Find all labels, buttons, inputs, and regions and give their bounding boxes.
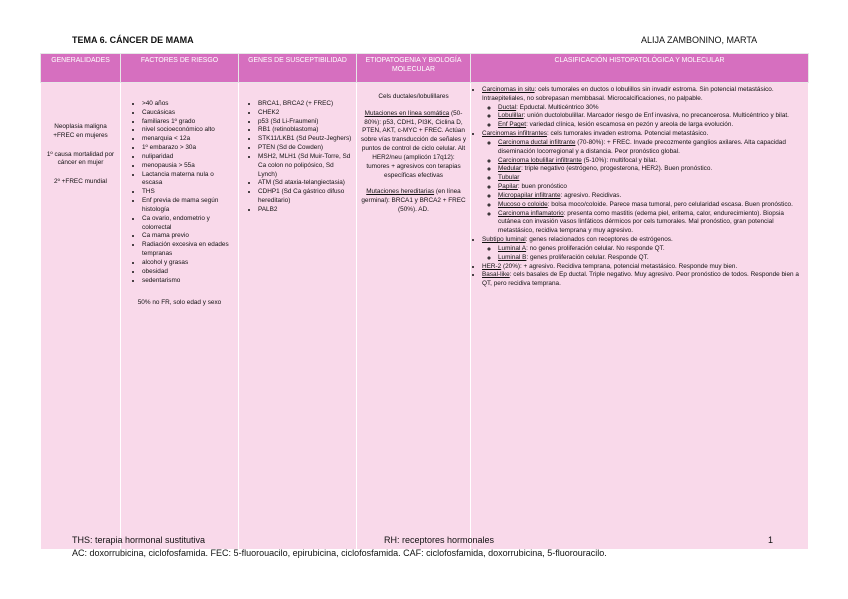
term: Carcinomas infiltrantes	[482, 130, 547, 138]
footnote-rh: RH: receptores hormonales	[384, 535, 495, 545]
definition: : triple negativo (estrógeno, progesterona, HER2). Buen pronóstico.	[521, 165, 713, 173]
term: Enf Paget	[498, 121, 527, 129]
term: Carcinomas in situ	[482, 86, 535, 93]
list-item: • ATM (Sd ataxia-telangiectasia)	[258, 179, 353, 188]
definition: (5-10%): multifocal y bilat.	[581, 156, 658, 164]
sub-item	[498, 165, 805, 174]
list-item: • Lactancia materna nula o escasa	[142, 171, 235, 189]
footnote-abbreviations: AC: doxorrubicina, ciclofosfamida. FEC: 5-fluorouacilo, epirubicina, ciclofosfamida. CAF: ciclofosfamida, doxorrubicina, 5-fluorouracilo.	[72, 548, 607, 558]
definition: : agresivo. Recidivas.	[560, 191, 622, 199]
definition: : genes relacionados con receptores de estrógenos.	[525, 236, 673, 244]
list-item: • familiares 1º grado	[142, 118, 235, 127]
list-item: • obesidad	[142, 268, 235, 277]
table-header-row	[41, 54, 809, 83]
etio-somatic-title: Mutaciones en línea somática	[364, 109, 450, 117]
factores-cell	[121, 83, 239, 550]
sub-item	[498, 254, 805, 263]
sub-item	[498, 192, 805, 201]
list-item: • Ca ovario, endometrio y colorrectal	[142, 215, 235, 233]
column-header: GENES DE SUSCEPTIBILIDAD	[239, 54, 357, 83]
definition: : presenta como mastitis (edema piel, eritema, calor, endurecimiento). Biopsia cutánea con invasión vasos linfáticos dérmicos por cels tumorales. Mal pronóstico, gran potencial metastásico, recidiva temprana y muy agresivo.	[498, 209, 784, 235]
column-header: GENERALIDADES	[41, 54, 121, 83]
author-name: ALIJA ZAMBONINO, MARTA	[641, 35, 758, 45]
term: Subtipo luminal	[482, 236, 526, 244]
definition: : no genes proliferación celular. No responde QT.	[526, 244, 665, 252]
table-body-row	[41, 83, 809, 550]
definition: : variedad clínica, lesión escamosa en pezón y areola de larga evolución.	[526, 121, 734, 129]
list-item: • >40 años	[142, 100, 235, 109]
sub-item	[498, 121, 805, 130]
list-item: • 1º embarazo > 30a	[142, 144, 235, 153]
list-item: • Ca mama previo	[142, 232, 235, 241]
definition: : unión ductolobulillar. Marcador riesgo de Enf invasiva, no precancerosa. Multicéntrico y bilat.	[523, 112, 789, 120]
definition: (70-80%): + FREC. Invade precozmente ganglios axilares. Alta capacidad diseminación locorregional y a distancia. Peor pronóstico global.	[498, 138, 786, 155]
definition: : bolsa moco/coloide. Parece masa tumoral, pero celularidad escasa. Buen pronóstico.	[547, 200, 793, 208]
generalidades-cell	[41, 83, 121, 550]
term: Basal-like	[482, 271, 510, 279]
term: Luminal A	[498, 244, 527, 252]
list-item: • Radiación excesiva en edades tempranas	[142, 241, 235, 259]
term: Papilar	[498, 183, 518, 191]
list-item: • CHEK2	[258, 109, 353, 118]
list-item	[482, 236, 805, 262]
etio-intro: Cels ductales/lobulillares	[378, 93, 449, 100]
generalidades-text: 2º +FREC mundial	[54, 178, 107, 186]
list-item: • Enf previa de mama según histología	[142, 197, 235, 215]
definition: (20%): + agresivo. Recidiva temprana, potencial metastásico. Responde muy bien.	[501, 262, 738, 270]
term: Medular	[498, 165, 522, 173]
list-item: • nivel socioeconómico alto	[142, 126, 235, 135]
sub-item	[498, 104, 805, 113]
term: Carcinoma lobulillar infiltrante	[498, 156, 582, 164]
list-item: • p53 (Sd Li-Fraumeni)	[258, 118, 353, 127]
list-item	[482, 130, 805, 236]
definition: : Epductal. Multicéntrico 30%	[516, 103, 599, 111]
summary-table	[40, 53, 809, 550]
term: Luminal B	[498, 253, 527, 261]
list-item: • PTEN (Sd de Cowden)	[258, 144, 353, 153]
generalidades-text: 1º causa mortalidad por cáncer en mujer	[46, 150, 115, 167]
definition: : cels basales de Ep ductal. Triple negativo. Muy agresivo. Peor pronóstico de todos. Responde bien a QT, pero recidiva temprana.	[482, 271, 799, 288]
list-item: • PALB2	[258, 206, 353, 215]
list-item: • menarquia < 12a	[142, 135, 235, 144]
genes-list	[242, 100, 353, 215]
definition: : buen pronóstico	[517, 183, 567, 191]
term: Mucoso o coloide	[498, 200, 548, 208]
list-item: • menopausia > 55a	[142, 162, 235, 171]
sub-item	[498, 245, 805, 254]
factores-list	[124, 100, 235, 285]
genes-cell	[239, 83, 357, 550]
list-item: • RB1 (retinoblastoma)	[258, 126, 353, 135]
sub-item	[498, 183, 805, 192]
sub-list	[482, 104, 805, 130]
list-item	[482, 271, 805, 289]
sub-list	[482, 139, 805, 236]
sub-item	[498, 174, 805, 183]
list-item: • alcohol y grasas	[142, 259, 235, 268]
term: Tubular	[498, 174, 520, 182]
term: Micropapilar infiltrante	[498, 191, 561, 199]
sub-item	[498, 139, 805, 157]
definition: : cels tumorales invaden estroma. Potencial metastásico.	[547, 130, 709, 138]
sub-item	[498, 112, 805, 121]
etio-hereditary	[360, 188, 467, 214]
sub-item	[498, 201, 805, 210]
term: Ductal	[498, 103, 517, 111]
definition: : genes proliferación celular. Responde QT.	[526, 253, 649, 261]
list-item: • STK11/LKB1 (Sd Peutz-Jeghers)	[258, 135, 353, 144]
list-item: • Caucásicas	[142, 109, 235, 118]
column-header: CLASIFICACIÓN HISTOPATOLÓGICA Y MOLECULAR	[471, 54, 809, 83]
etio-somatic	[360, 110, 467, 181]
sub-item	[498, 210, 805, 236]
document-title: TEMA 6. CÁNCER DE MAMA	[72, 35, 194, 45]
clasificacion-list	[474, 86, 805, 289]
list-item: • THS	[142, 188, 235, 197]
term: HER-2	[482, 262, 502, 270]
list-item: • sedentarismo	[142, 277, 235, 286]
list-item	[482, 263, 805, 272]
etio-hereditary-body: (en línea germinal): BRCA1 y BRCA2 + FREC (50%). AD.	[361, 188, 466, 214]
list-item: • MSH2, MLH1 (Sd Muir-Torre, Sd Ca colon no polipósico, Sd Lynch)	[258, 153, 353, 179]
generalidades-text: Neoplasia maligna +FREC en mujeres	[53, 123, 108, 139]
etio-somatic-body: (50-80%): p53, CDH1, PI3K, Ciclina D, PTEN, AKT, c-MYC + FREC. Actúan sobre vías transducción de señales y puntos de control de ciclo celular. Alt HER2/neu (amplicón 17q12): tumores + agresivos con terapias específicas efectivas	[360, 109, 467, 179]
column-header: ETIOPATOGENIA Y BIOLOGÍA MOLECULAR	[357, 54, 471, 83]
list-item: • BRCA1, BRCA2 (+ FREC)	[258, 100, 353, 109]
etiopatogenia-cell	[357, 83, 471, 550]
clasificacion-cell	[471, 83, 809, 550]
sub-list	[482, 245, 805, 263]
footnote-ths: THS: terapia hormonal sustitutiva	[72, 535, 206, 545]
term: Carcinoma ductal infiltrante	[498, 138, 576, 146]
column-header: FACTORES DE RIESGO	[121, 54, 239, 83]
definition: : cels tumorales en ductos o lobulillos sin invadir estroma. Sin potencial metastásico. Intraepiteliales, no sobrepasan membbasal. Microcalcificaciones, no palpable.	[482, 86, 774, 102]
term: Lobulillar	[498, 112, 524, 120]
page-number: 1	[768, 535, 774, 545]
sub-item	[498, 157, 805, 166]
list-item: • nuliparidad	[142, 153, 235, 162]
list-item	[482, 86, 805, 130]
factores-note: 50% no FR, solo edad y sexo	[137, 299, 222, 307]
term: Carcinoma inflamatorio	[498, 209, 564, 217]
etio-hereditary-title: Mutaciones hereditarias	[366, 188, 435, 196]
list-item: • CDHP1 (Sd Ca gástrico difuso hereditario)	[258, 188, 353, 206]
